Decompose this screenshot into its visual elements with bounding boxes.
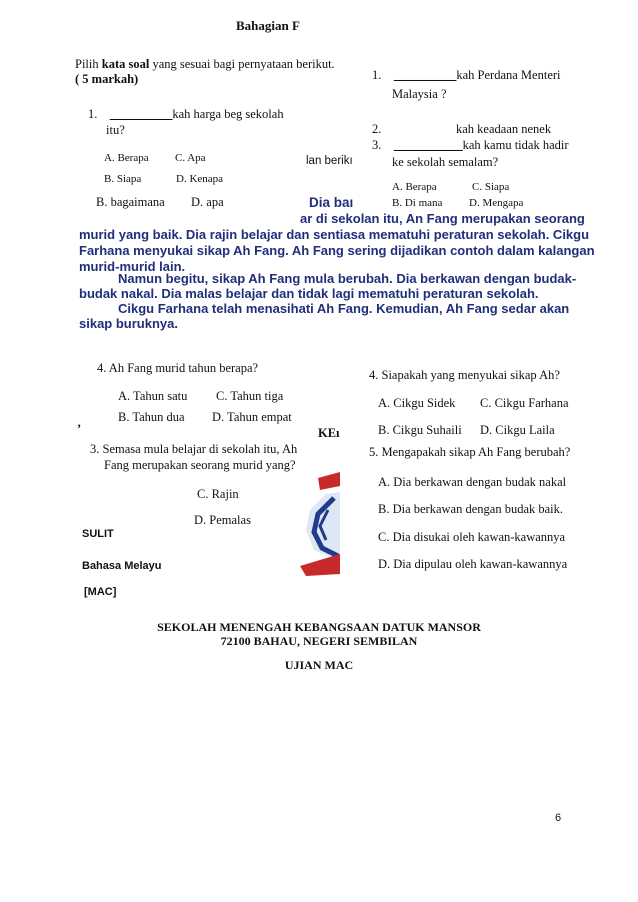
option-b: B. Cikgu Suhaili [378, 423, 462, 437]
exam-code: [MAC] [84, 586, 117, 598]
part-b-q1 [372, 68, 561, 83]
option-b: B. Siapa [104, 173, 142, 185]
option-c: C. Apa [175, 152, 206, 164]
option-c: C. Rajin [197, 487, 239, 501]
blank-line: ___________ [393, 138, 463, 152]
option-b-alt: B. bagaimana [96, 195, 165, 209]
passage-line: budak nakal. Dia malas belajar dan tidak lagi mematuhi peraturan sekolah. [79, 286, 539, 301]
question-cont: Malaysia ? [392, 87, 447, 101]
passage-line: sikap buruknya. [79, 316, 178, 331]
passage-line: murid yang baik. Dia rajin belajar dan sentiasa mematuhi peraturan sekolah. Cikgu [79, 227, 590, 242]
question-text: kah harga beg sekolah [172, 107, 284, 121]
option-d: D. Kenapa [176, 173, 224, 185]
question-cont: ke sekolah semalam? [392, 155, 499, 169]
passage-line: Namun begitu, sikap Ah Fang mula berubah. Dia berkawan dengan budak- [118, 271, 577, 286]
option-c: C. Cikgu Farhana [480, 396, 569, 410]
passage-fragment: lan berikı [306, 155, 353, 167]
question-text: kah Perdana Menteri [456, 68, 561, 82]
question-cont: itu? [106, 123, 125, 137]
option-d: D. Mengapa [469, 197, 524, 209]
option-a: A. Tahun satu [118, 389, 188, 403]
option-d: D. Dia dipulau oleh kawan-kawannya [378, 557, 568, 571]
stray-mark: ʼ [77, 422, 82, 436]
option-a: A. Dia berkawan dengan budak nakal [378, 475, 567, 489]
sulit-label: SULIT [82, 528, 114, 540]
passage-line: murid-murid lain. [79, 259, 186, 274]
overlap-fragment: KEı [318, 426, 340, 440]
option-d: D. Tahun empat [212, 410, 292, 424]
option-d: D. Pemalas [194, 513, 251, 527]
subject-label: Bahasa Melayu [82, 560, 162, 572]
question-cont: Fang merupakan seorang murid yang? [104, 458, 296, 472]
page-number: 6 [555, 812, 562, 824]
question-text: kah kamu tidak hadir [462, 138, 569, 152]
q-number: 3. [372, 138, 382, 152]
blank-line: __________ [393, 68, 457, 82]
option-a: A. Berapa [104, 152, 149, 164]
passage-line: Farhana menyukai sikap Ah Fang. Ah Fang sering dijadikan contoh dalam kalangan [79, 243, 595, 258]
option-b: B. Tahun dua [118, 410, 185, 424]
marks-label: ( 5 markah) [75, 72, 139, 86]
question-4-right: 4. Siapakah yang menyukai sikap Ah? [369, 368, 560, 382]
passage-line: ar di sekolan itu, An Fang merupakan seorang [300, 211, 585, 226]
school-address: 72100 BAHAU, NEGERI SEMBILAN [220, 634, 418, 648]
option-b: B. Di mana [392, 197, 443, 209]
instruction [75, 57, 335, 72]
question-3-left: 3. Semasa mula belajar di sekolah itu, Ah [90, 442, 298, 456]
question-4-left: 4. Ah Fang murid tahun berapa? [97, 361, 259, 375]
school-name: SEKOLAH MENENGAH KEBANGSAAN DATUK MANSOR [157, 620, 481, 634]
option-d: D. Cikgu Laila [480, 423, 555, 437]
part-b-q2-number: 2. [372, 122, 382, 136]
question-5-right: 5. Mengapakah sikap Ah Fang berubah? [369, 445, 571, 459]
section-title: Bahagian F [236, 18, 300, 33]
option-a: A. Cikgu Sidek [378, 396, 456, 410]
option-c: C. Siapa [472, 181, 510, 193]
option-c: C. Dia disukai oleh kawan-kawannya [378, 530, 566, 544]
instruction-keyword: kata soal [101, 57, 150, 71]
exam-title: UJIAN MAC [284, 658, 354, 672]
instruction-prefix: Pilih [75, 57, 102, 71]
q-number: 1. [372, 68, 382, 82]
option-d-alt: D. apa [191, 195, 224, 209]
school-emblem [300, 470, 340, 578]
part-b-q3 [372, 138, 569, 153]
instruction-suffix: yang sesuai bagi pernyataan berikut. [149, 57, 335, 71]
option-a: A. Berapa [392, 181, 437, 193]
option-b: B. Dia berkawan dengan budak baik. [378, 502, 564, 516]
blank-line: __________ [109, 107, 173, 121]
q-number: 1. [88, 107, 98, 121]
passage-line: Cikgu Farhana telah menasihati Ah Fang. Kemudian, Ah Fang sedar akan [118, 301, 570, 316]
part-a-q1 [88, 107, 284, 122]
passage-title-fragment: Dia baı [309, 195, 354, 210]
option-c: C. Tahun tiga [216, 389, 284, 403]
part-b-q2-text: kah keadaan nenek [456, 122, 552, 136]
